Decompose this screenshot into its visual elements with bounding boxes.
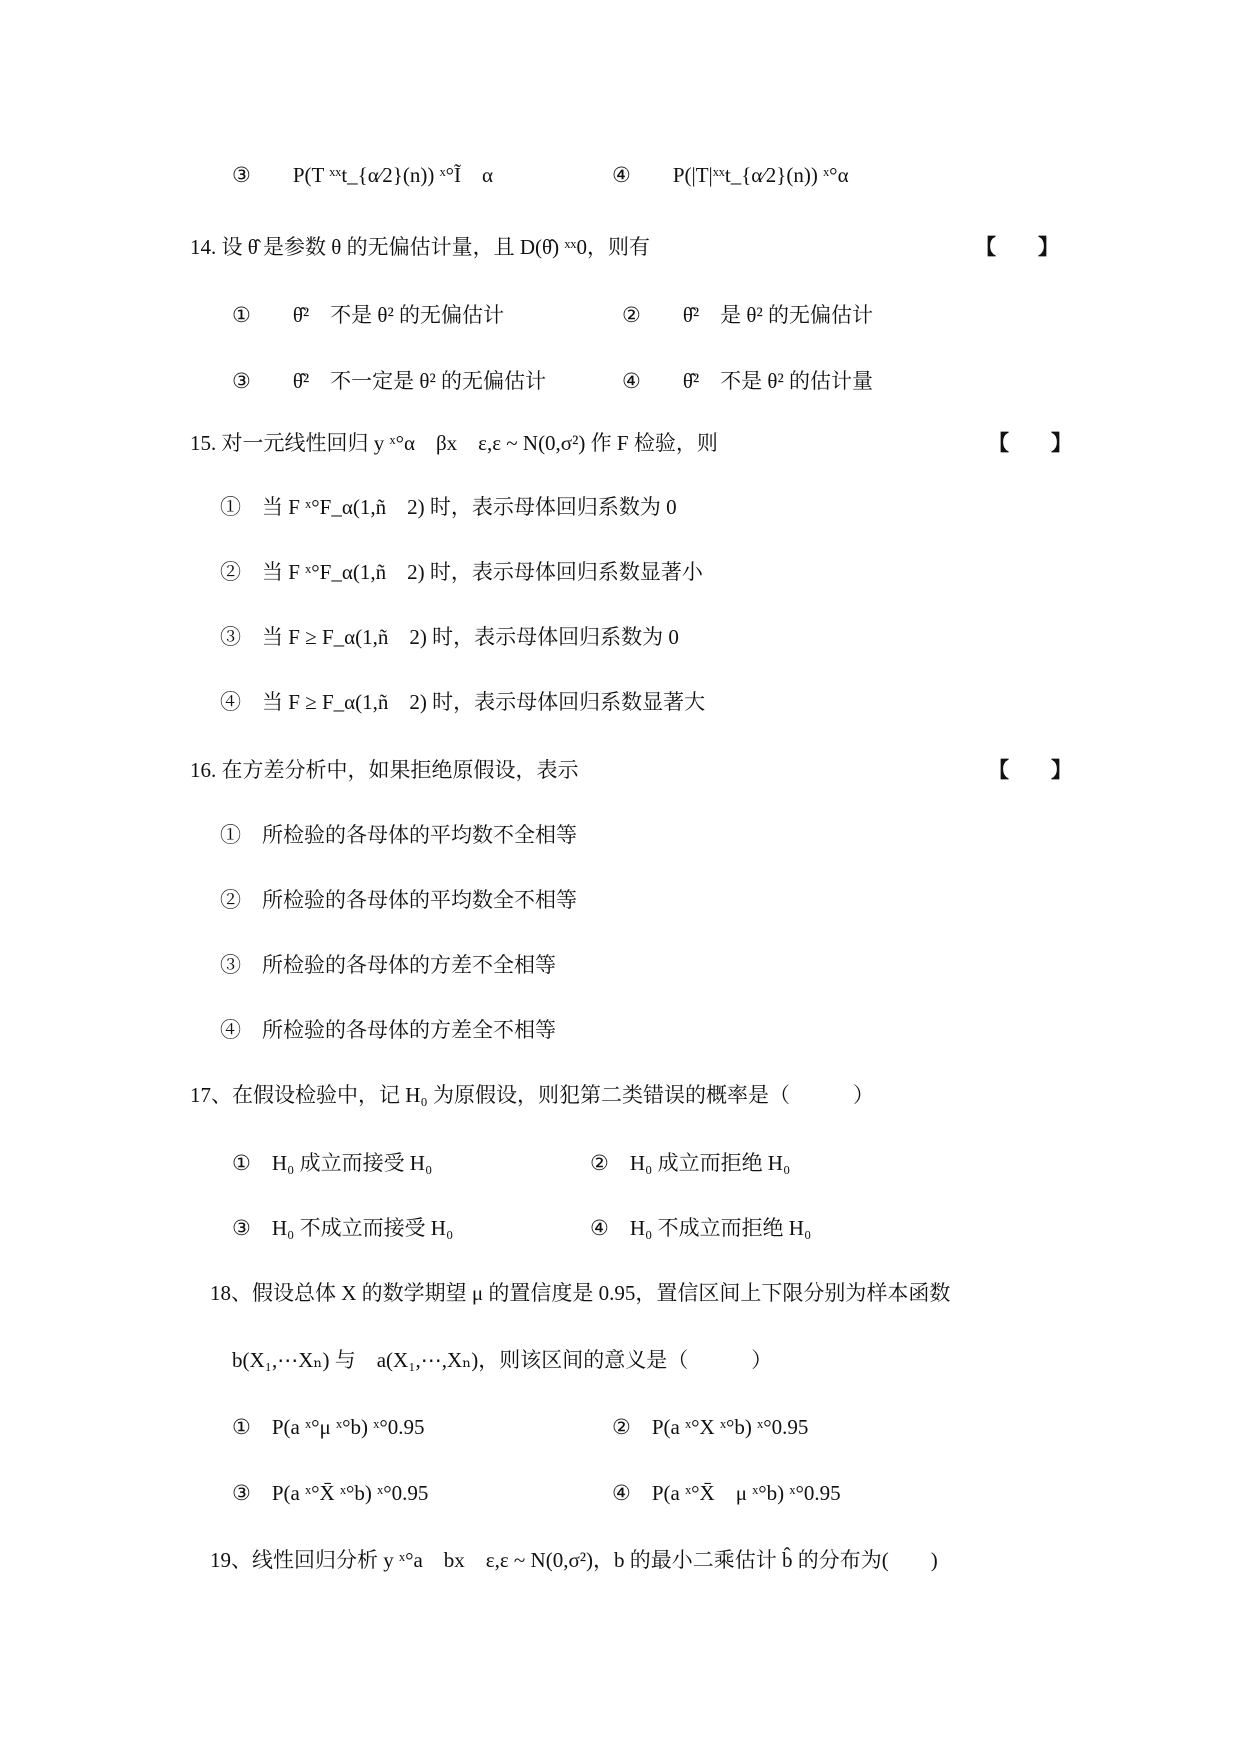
q16-option-3: ③ 所检验的各母体的方差不全相等 [220, 953, 556, 977]
q14-option-1: ① θ̂² 不是 θ² 的无偏估计 [232, 303, 505, 327]
q15-option-4: ④ 当 F ≥ F_α(1,ñ 2) 时，表示母体回归系数显著大 [220, 690, 706, 714]
q16-option-1: ① 所检验的各母体的平均数不全相等 [220, 823, 577, 847]
q15-option-1: ① 当 F ˣ°F_α(1,ñ 2) 时，表示母体回归系数为 0 [220, 495, 677, 519]
q16-option-2: ② 所检验的各母体的平均数全不相等 [220, 888, 577, 912]
q17-option-4: ④ H₀ 不成立而拒绝 H₀ [590, 1216, 812, 1240]
q14-option-2: ② θ̂² 是 θ² 的无偏估计 [622, 303, 874, 327]
q18-option-3: ③ P(a ˣ°X̄ ˣ°b) ˣ°0.95 [232, 1481, 429, 1505]
q13-option-3: ③ P(T ˣˣt_{α⁄2}(n)) ˣ°Ĩ α [232, 163, 494, 187]
q16-stem: 16. 在方差分析中，如果拒绝原假设，表示 [190, 758, 579, 782]
q15-option-3: ③ 当 F ≥ F_α(1,ñ 2) 时，表示母体回归系数为 0 [220, 625, 679, 649]
q15-option-2: ② 当 F ˣ°F_α(1,ñ 2) 时，表示母体回归系数显著小 [220, 560, 703, 584]
q18-option-2: ② P(a ˣ°X ˣ°b) ˣ°0.95 [612, 1415, 809, 1439]
q16-answer-bracket: 【 】 [988, 758, 1072, 782]
q14-option-3: ③ θ̂² 不一定是 θ² 的无偏估计 [232, 369, 547, 393]
q18-stem-line-2: b(X₁,⋯Xₙ) 与 a(X₁,⋯,Xₙ)，则该区间的意义是（ ） [232, 1348, 773, 1372]
q14-stem: 14. 设 θ̂ 是参数 θ 的无偏估计量，且 D(θ̂) ˣˣ0，则有 [190, 235, 650, 259]
q15-answer-bracket: 【 】 [988, 431, 1072, 455]
q18-stem-line-1: 18、假设总体 X 的数学期望 μ 的置信度是 0.95，置信区间上下限分别为样本函数 [210, 1281, 951, 1305]
q18-option-1: ① P(a ˣ°μ ˣ°b) ˣ°0.95 [232, 1415, 425, 1439]
q17-option-3: ③ H₀ 不成立而接受 H₀ [232, 1216, 454, 1240]
q19-stem: 19、线性回归分析 y ˣ°a bx ε,ε ~ N(0,σ²)，b 的最小二乘估计 b̂ 的分布为( ) [210, 1548, 938, 1572]
q17-stem: 17、在假设检验中，记 H₀ 为原假设，则犯第二类错误的概率是（ ） [190, 1083, 874, 1107]
q17-option-2: ② H₀ 成立而拒绝 H₀ [590, 1151, 791, 1175]
q14-option-4: ④ θ̂² 不是 θ² 的估计量 [622, 369, 874, 393]
q15-stem: 15. 对一元线性回归 y ˣ°α βx ε,ε ~ N(0,σ²) 作 F 检验，则 [190, 431, 718, 455]
q13-option-4: ④ P(|T|ˣˣt_{α⁄2}(n)) ˣ°α [612, 163, 849, 187]
q16-option-4: ④ 所检验的各母体的方差全不相等 [220, 1018, 556, 1042]
q14-answer-bracket: 【 】 [975, 235, 1059, 259]
q17-option-1: ① H₀ 成立而接受 H₀ [232, 1151, 433, 1175]
q18-option-4: ④ P(a ˣ°X̄ μ ˣ°b) ˣ°0.95 [612, 1481, 841, 1505]
